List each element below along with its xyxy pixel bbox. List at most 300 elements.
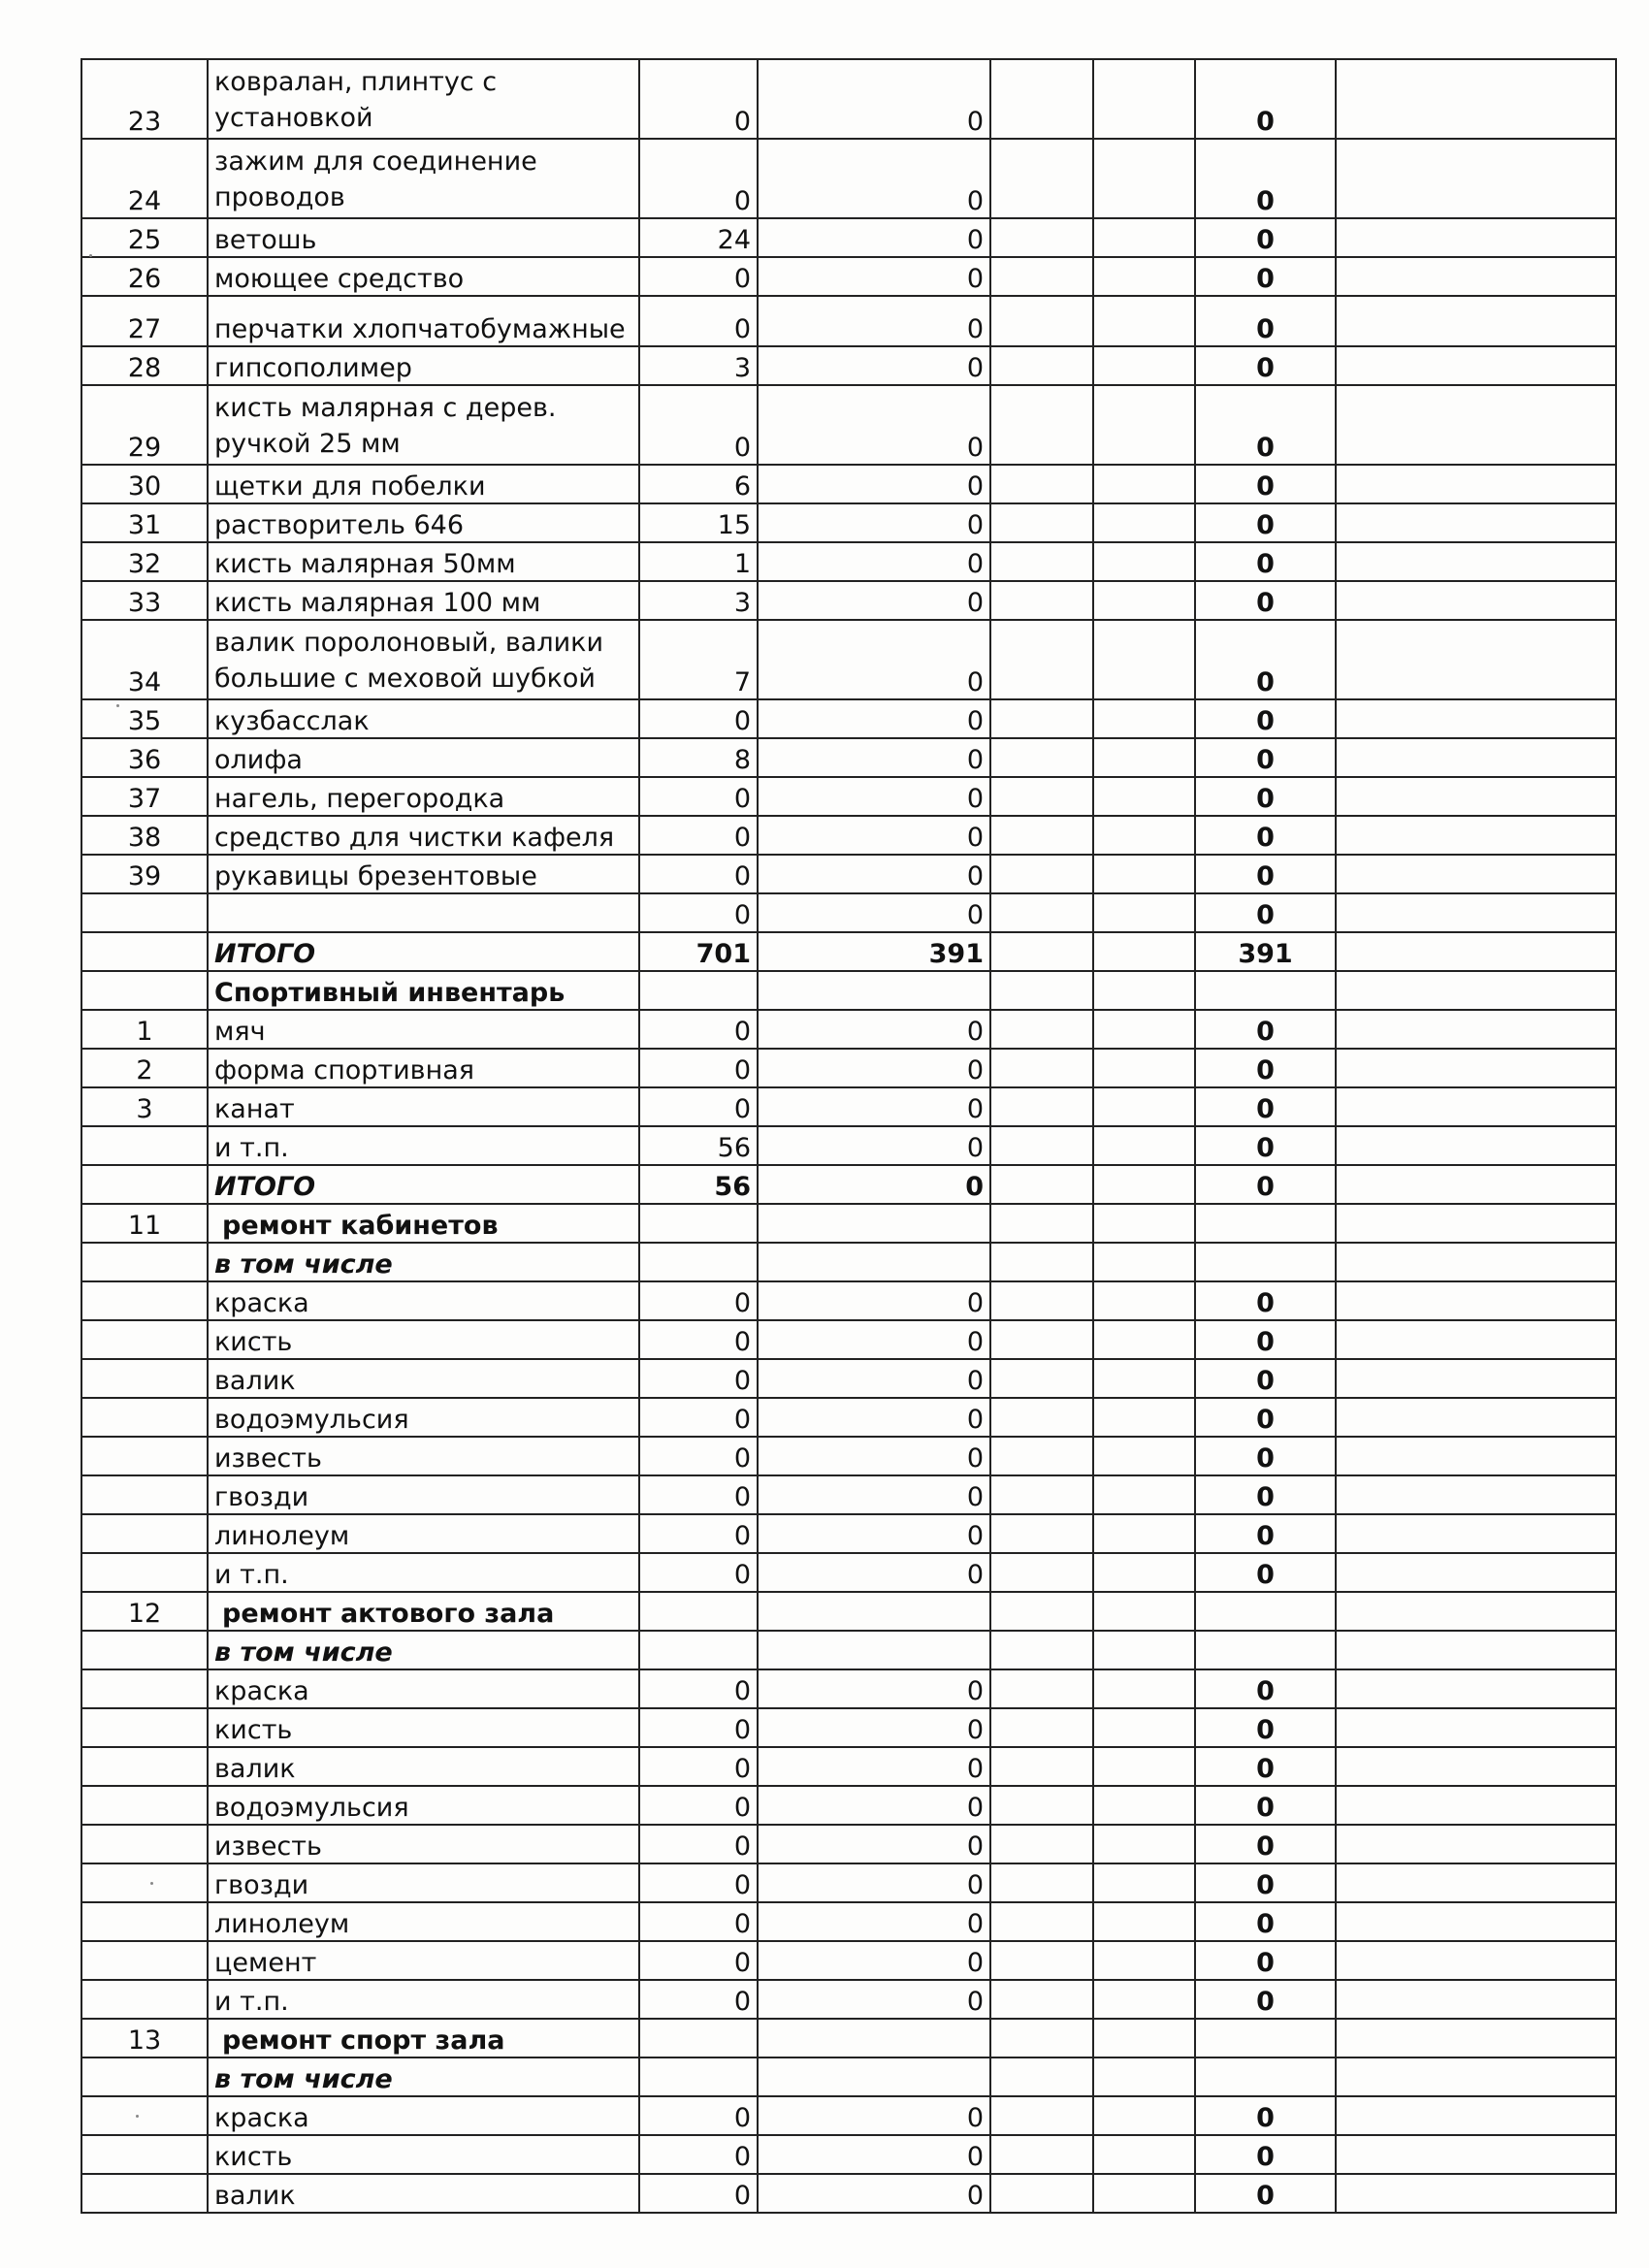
empty-cell [990, 296, 1093, 346]
empty-cell [1336, 1592, 1616, 1631]
planned-qty-cell: 56 [639, 1165, 758, 1204]
subheading-row [81, 1631, 1616, 1669]
received-qty-cell: 0 [758, 257, 990, 296]
total-qty-cell [1195, 2019, 1336, 2057]
row-number-cell [81, 1631, 208, 1669]
empty-cell [1336, 346, 1616, 385]
table-row [81, 620, 1616, 699]
item-name-cell: ремонт кабинетов [208, 1204, 639, 1243]
planned-qty-cell: 0 [639, 1863, 758, 1902]
item-name-cell: гвозди [208, 1475, 639, 1514]
total-qty-cell: 391 [1195, 932, 1336, 971]
empty-cell [1093, 59, 1195, 139]
item-name-cell: гвозди [208, 1863, 639, 1902]
item-name-cell: цемент [208, 1941, 639, 1980]
table-row [81, 1902, 1616, 1941]
received-qty-cell: 0 [758, 777, 990, 816]
table-row [81, 1281, 1616, 1320]
table-row [81, 1941, 1616, 1980]
empty-cell [1093, 296, 1195, 346]
empty-cell [1336, 503, 1616, 542]
received-qty-cell: 391 [758, 932, 990, 971]
empty-cell [990, 1669, 1093, 1708]
empty-cell [1093, 465, 1195, 503]
total-qty-cell: 0 [1195, 1980, 1336, 2019]
table-row [81, 1087, 1616, 1126]
row-number-cell: 30 [81, 465, 208, 503]
total-qty-cell: 0 [1195, 1010, 1336, 1049]
empty-cell [1336, 1863, 1616, 1902]
total-qty-cell: 0 [1195, 2096, 1336, 2135]
total-qty-cell: 0 [1195, 855, 1336, 893]
empty-cell [1336, 855, 1616, 893]
empty-cell [1093, 1475, 1195, 1514]
row-number-cell [81, 971, 208, 1010]
item-name-cell: ИТОГО [208, 932, 639, 971]
total-qty-cell: 0 [1195, 1902, 1336, 1941]
total-qty-cell: 0 [1195, 2135, 1336, 2174]
planned-qty-cell: 3 [639, 581, 758, 620]
empty-cell [990, 893, 1093, 932]
planned-qty-cell: 0 [639, 777, 758, 816]
empty-cell [1336, 1669, 1616, 1708]
empty-cell [990, 932, 1093, 971]
category-row [81, 971, 1616, 1010]
item-name-cell: кузбасслак [208, 699, 639, 738]
empty-cell [1336, 1320, 1616, 1359]
empty-cell [1093, 1669, 1195, 1708]
received-qty-cell: 0 [758, 1126, 990, 1165]
empty-cell [1336, 1281, 1616, 1320]
row-number-cell: 36 [81, 738, 208, 777]
empty-cell [990, 1437, 1093, 1475]
empty-cell [1336, 257, 1616, 296]
row-number-cell [81, 1475, 208, 1514]
empty-cell [990, 971, 1093, 1010]
total-qty-cell [1195, 1631, 1336, 1669]
received-qty-cell: 0 [758, 1010, 990, 1049]
total-qty-cell: 0 [1195, 2174, 1336, 2213]
item-name-cell: ремонт актового зала [208, 1592, 639, 1631]
empty-cell [1093, 1592, 1195, 1631]
total-qty-cell [1195, 971, 1336, 1010]
received-qty-cell: 0 [758, 816, 990, 855]
planned-qty-cell: 0 [639, 1669, 758, 1708]
empty-cell [990, 385, 1093, 465]
empty-cell [990, 465, 1093, 503]
received-qty-cell: 0 [758, 1320, 990, 1359]
empty-cell [1336, 2135, 1616, 2174]
empty-cell [1093, 1980, 1195, 2019]
row-number-cell [81, 893, 208, 932]
total-qty-cell [1195, 1243, 1336, 1281]
received-qty-cell: 0 [758, 893, 990, 932]
received-qty-cell: 0 [758, 1087, 990, 1126]
table-row [81, 1320, 1616, 1359]
total-row [81, 932, 1616, 971]
planned-qty-cell: 0 [639, 1708, 758, 1747]
empty-cell [1093, 542, 1195, 581]
total-row [81, 1165, 1616, 1204]
received-qty-cell: 0 [758, 385, 990, 465]
item-name-cell: линолеум [208, 1514, 639, 1553]
empty-cell [1093, 1902, 1195, 1941]
item-name-cell: и т.п. [208, 1126, 639, 1165]
table-row [81, 816, 1616, 855]
received-qty-cell: 0 [758, 2135, 990, 2174]
empty-cell [1336, 581, 1616, 620]
received-qty-cell: 0 [758, 620, 990, 699]
total-qty-cell: 0 [1195, 218, 1336, 257]
received-qty-cell: 0 [758, 1359, 990, 1398]
received-qty-cell: 0 [758, 1786, 990, 1825]
item-name-cell: валик [208, 2174, 639, 2213]
total-qty-cell: 0 [1195, 738, 1336, 777]
item-name-cell: краска [208, 1281, 639, 1320]
empty-cell [990, 1126, 1093, 1165]
table-row [81, 1359, 1616, 1398]
empty-cell [990, 1980, 1093, 2019]
table-row [81, 2135, 1616, 2174]
total-qty-cell: 0 [1195, 1514, 1336, 1553]
empty-cell [990, 542, 1093, 581]
planned-qty-cell: 15 [639, 503, 758, 542]
table-row [81, 1475, 1616, 1514]
empty-cell [1336, 2096, 1616, 2135]
empty-cell [1336, 1165, 1616, 1204]
item-name-cell: валик поролоновый, валики большие с меховой шубкой [208, 620, 639, 699]
empty-cell [1093, 1243, 1195, 1281]
item-name-cell: валик [208, 1747, 639, 1786]
received-qty-cell: 0 [758, 1825, 990, 1863]
empty-cell [1093, 971, 1195, 1010]
empty-cell [1336, 1941, 1616, 1980]
received-qty-cell [758, 1592, 990, 1631]
table-row [81, 1708, 1616, 1747]
empty-cell [1336, 1902, 1616, 1941]
table-row [81, 1747, 1616, 1786]
empty-cell [990, 1320, 1093, 1359]
total-qty-cell: 0 [1195, 385, 1336, 465]
empty-cell [1093, 1204, 1195, 1243]
empty-cell [1093, 699, 1195, 738]
empty-cell [1336, 1398, 1616, 1437]
empty-cell [990, 1902, 1093, 1941]
planned-qty-cell: 0 [639, 1010, 758, 1049]
empty-cell [990, 816, 1093, 855]
empty-cell [990, 1863, 1093, 1902]
empty-cell [1336, 542, 1616, 581]
empty-cell [1093, 1398, 1195, 1437]
received-qty-cell: 0 [758, 855, 990, 893]
empty-cell [1336, 1631, 1616, 1669]
empty-cell [1336, 385, 1616, 465]
row-number-cell [81, 1902, 208, 1941]
table-row [81, 1398, 1616, 1437]
item-name-cell: линолеум [208, 1902, 639, 1941]
planned-qty-cell: 0 [639, 1475, 758, 1514]
empty-cell [1093, 1165, 1195, 1204]
empty-cell [1093, 2019, 1195, 2057]
total-qty-cell: 0 [1195, 816, 1336, 855]
total-qty-cell: 0 [1195, 1475, 1336, 1514]
item-name-cell: форма спортивная [208, 1049, 639, 1087]
empty-cell [1336, 1825, 1616, 1863]
planned-qty-cell [639, 2057, 758, 2096]
empty-cell [1336, 699, 1616, 738]
planned-qty-cell: 0 [639, 59, 758, 139]
item-name-cell: в том числе [208, 2057, 639, 2096]
planned-qty-cell: 0 [639, 1786, 758, 1825]
table-row [81, 346, 1616, 385]
row-number-cell: 31 [81, 503, 208, 542]
total-qty-cell: 0 [1195, 893, 1336, 932]
empty-cell [1093, 1359, 1195, 1398]
planned-qty-cell: 0 [639, 1398, 758, 1437]
row-number-cell [81, 1398, 208, 1437]
item-name-cell: в том числе [208, 1243, 639, 1281]
received-qty-cell: 0 [758, 1281, 990, 1320]
row-number-cell [81, 1437, 208, 1475]
empty-cell [990, 699, 1093, 738]
empty-cell [1336, 1204, 1616, 1243]
table-row [81, 699, 1616, 738]
table-row [81, 1553, 1616, 1592]
item-name-cell: кисть [208, 1320, 639, 1359]
empty-cell [1093, 1320, 1195, 1359]
item-name-cell: кисть [208, 1708, 639, 1747]
empty-cell [1093, 503, 1195, 542]
table-row [81, 855, 1616, 893]
received-qty-cell: 0 [758, 503, 990, 542]
row-number-cell: 23 [81, 59, 208, 139]
subheading-row [81, 1243, 1616, 1281]
empty-cell [990, 581, 1093, 620]
item-name-cell: мяч [208, 1010, 639, 1049]
row-number-cell [81, 1708, 208, 1747]
empty-cell [1093, 855, 1195, 893]
empty-cell [1093, 139, 1195, 218]
subheading-row [81, 2057, 1616, 2096]
section-row [81, 1204, 1616, 1243]
empty-cell [1093, 1708, 1195, 1747]
row-number-cell [81, 1320, 208, 1359]
empty-cell [1336, 1786, 1616, 1825]
row-number-cell: 2 [81, 1049, 208, 1087]
empty-cell [1336, 932, 1616, 971]
empty-cell [990, 1747, 1093, 1786]
scan-speck [89, 254, 92, 257]
empty-cell [1336, 738, 1616, 777]
empty-cell [1336, 1708, 1616, 1747]
item-name-cell: в том числе [208, 1631, 639, 1669]
row-number-cell: 34 [81, 620, 208, 699]
empty-cell [990, 1786, 1093, 1825]
row-number-cell [81, 2096, 208, 2135]
total-qty-cell: 0 [1195, 139, 1336, 218]
empty-cell [1336, 816, 1616, 855]
empty-cell [990, 620, 1093, 699]
empty-cell [1093, 1010, 1195, 1049]
table-row [81, 738, 1616, 777]
planned-qty-cell: 0 [639, 1281, 758, 1320]
planned-qty-cell: 0 [639, 296, 758, 346]
total-qty-cell: 0 [1195, 1825, 1336, 1863]
row-number-cell [81, 1786, 208, 1825]
row-number-cell: 35 [81, 699, 208, 738]
total-qty-cell: 0 [1195, 1437, 1336, 1475]
item-name-cell: рукавицы брезентовые [208, 855, 639, 893]
planned-qty-cell: 1 [639, 542, 758, 581]
total-qty-cell: 0 [1195, 1126, 1336, 1165]
empty-cell [1336, 1087, 1616, 1126]
row-number-cell [81, 1126, 208, 1165]
planned-qty-cell: 0 [639, 385, 758, 465]
received-qty-cell: 0 [758, 1747, 990, 1786]
empty-cell [990, 2174, 1093, 2213]
empty-cell [990, 1281, 1093, 1320]
planned-qty-cell: 701 [639, 932, 758, 971]
planned-qty-cell: 0 [639, 816, 758, 855]
row-number-cell [81, 932, 208, 971]
table-row [81, 1669, 1616, 1708]
empty-cell [990, 738, 1093, 777]
planned-qty-cell: 0 [639, 2174, 758, 2213]
received-qty-cell: 0 [758, 1863, 990, 1902]
empty-cell [990, 2096, 1093, 2135]
empty-cell [1336, 1243, 1616, 1281]
table-row [81, 59, 1616, 139]
row-number-cell [81, 1281, 208, 1320]
planned-qty-cell: 0 [639, 1514, 758, 1553]
row-number-cell [81, 1165, 208, 1204]
empty-cell [990, 218, 1093, 257]
empty-cell [1093, 2096, 1195, 2135]
empty-cell [1336, 1514, 1616, 1553]
row-number-cell [81, 1553, 208, 1592]
total-qty-cell: 0 [1195, 1398, 1336, 1437]
row-number-cell [81, 1941, 208, 1980]
planned-qty-cell: 0 [639, 1553, 758, 1592]
section-row [81, 2019, 1616, 2057]
table-row [81, 2096, 1616, 2135]
item-name-cell: нагель, перегородка [208, 777, 639, 816]
planned-qty-cell [639, 2019, 758, 2057]
total-qty-cell: 0 [1195, 581, 1336, 620]
row-number-cell: 3 [81, 1087, 208, 1126]
empty-cell [1093, 2057, 1195, 2096]
received-qty-cell: 0 [758, 218, 990, 257]
received-qty-cell: 0 [758, 1553, 990, 1592]
empty-cell [990, 1592, 1093, 1631]
planned-qty-cell: 0 [639, 257, 758, 296]
table-row [81, 1126, 1616, 1165]
empty-cell [1093, 816, 1195, 855]
empty-cell [990, 2057, 1093, 2096]
total-qty-cell: 0 [1195, 465, 1336, 503]
total-qty-cell: 0 [1195, 1786, 1336, 1825]
row-number-cell: 29 [81, 385, 208, 465]
total-qty-cell: 0 [1195, 1669, 1336, 1708]
empty-cell [1336, 777, 1616, 816]
item-name-cell: ИТОГО [208, 1165, 639, 1204]
planned-qty-cell: 0 [639, 1825, 758, 1863]
empty-cell [990, 1087, 1093, 1126]
scan-speck [150, 1882, 153, 1885]
empty-cell [1336, 1049, 1616, 1087]
total-qty-cell [1195, 1592, 1336, 1631]
item-name-cell: перчатки хлопчатобумажные [208, 296, 639, 346]
empty-cell [1093, 777, 1195, 816]
empty-cell [990, 1825, 1093, 1863]
empty-cell [1093, 1553, 1195, 1592]
received-qty-cell: 0 [758, 59, 990, 139]
empty-cell [990, 1010, 1093, 1049]
row-number-cell [81, 1747, 208, 1786]
total-qty-cell: 0 [1195, 1941, 1336, 1980]
received-qty-cell: 0 [758, 699, 990, 738]
empty-cell [990, 2135, 1093, 2174]
table-body [81, 59, 1616, 2213]
total-qty-cell: 0 [1195, 1087, 1336, 1126]
planned-qty-cell: 0 [639, 1320, 758, 1359]
empty-cell [1093, 385, 1195, 465]
empty-cell [990, 346, 1093, 385]
item-name-cell: краска [208, 2096, 639, 2135]
empty-cell [1093, 346, 1195, 385]
table-row [81, 1863, 1616, 1902]
planned-qty-cell: 0 [639, 139, 758, 218]
item-name-cell: щетки для побелки [208, 465, 639, 503]
planned-qty-cell: 0 [639, 1437, 758, 1475]
received-qty-cell: 0 [758, 2096, 990, 2135]
empty-cell [990, 1553, 1093, 1592]
planned-qty-cell: 0 [639, 1747, 758, 1786]
planned-qty-cell [639, 1243, 758, 1281]
empty-cell [990, 1243, 1093, 1281]
materials-table [81, 58, 1617, 2214]
total-qty-cell: 0 [1195, 1165, 1336, 1204]
empty-cell [1336, 59, 1616, 139]
total-qty-cell: 0 [1195, 346, 1336, 385]
item-name-cell: ковралан, плинтус с установкой [208, 59, 639, 139]
item-name-cell: олифа [208, 738, 639, 777]
empty-cell [1093, 1281, 1195, 1320]
row-number-cell: 24 [81, 139, 208, 218]
scan-speck [136, 2115, 139, 2118]
planned-qty-cell: 8 [639, 738, 758, 777]
row-number-cell: 33 [81, 581, 208, 620]
empty-cell [1093, 1786, 1195, 1825]
table-row [81, 1825, 1616, 1863]
received-qty-cell [758, 2019, 990, 2057]
table-row [81, 257, 1616, 296]
received-qty-cell [758, 2057, 990, 2096]
total-qty-cell: 0 [1195, 777, 1336, 816]
item-name-cell: водоэмульсия [208, 1398, 639, 1437]
planned-qty-cell: 3 [639, 346, 758, 385]
section-row [81, 1592, 1616, 1631]
received-qty-cell: 0 [758, 346, 990, 385]
received-qty-cell: 0 [758, 542, 990, 581]
planned-qty-cell: 56 [639, 1126, 758, 1165]
empty-cell [1336, 139, 1616, 218]
row-number-cell: 25 [81, 218, 208, 257]
planned-qty-cell: 0 [639, 1359, 758, 1398]
empty-cell [1093, 2135, 1195, 2174]
empty-cell [1336, 1553, 1616, 1592]
item-name-cell: водоэмульсия [208, 1786, 639, 1825]
